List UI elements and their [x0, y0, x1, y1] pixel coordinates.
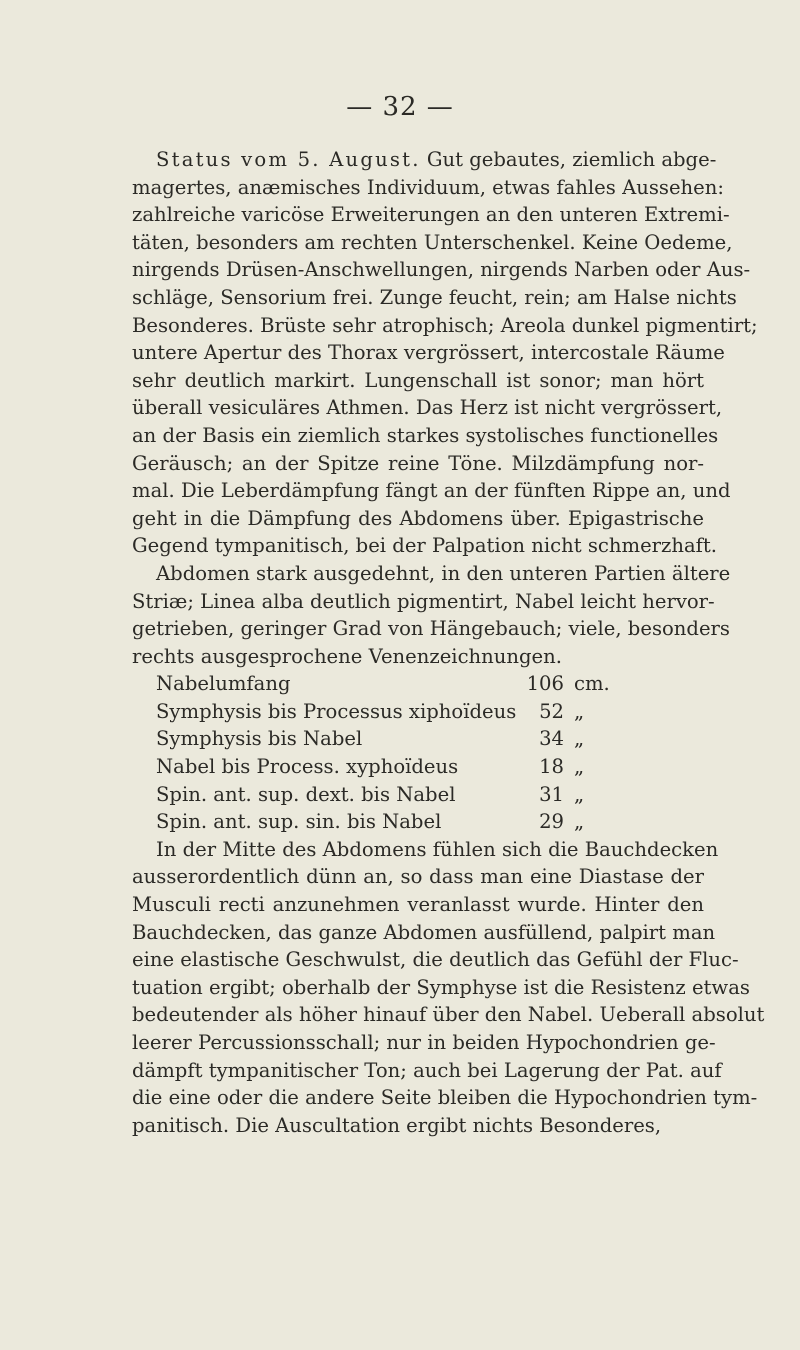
measurement-value: 29: [539, 810, 564, 834]
text-line: Striæ; Linea alba deutlich pigmentirt, Nabel leicht hervor-: [132, 589, 715, 613]
measurement-value: 31: [539, 782, 564, 806]
text-line: die eine oder die andere Seite bleiben die Hypochondrien tym-: [132, 1086, 758, 1110]
measurements-table: [132, 670, 704, 836]
body-text: [132, 146, 765, 1139]
measurement-row: [132, 698, 704, 726]
measurement-unit: „: [574, 699, 585, 723]
text-line: magertes, anæmisches Individuum, etwas fahles Aussehen:: [132, 175, 724, 199]
measurement-value: 34: [539, 727, 564, 751]
status-heading: Status vom 5. August.: [156, 148, 421, 171]
paragraph-first-line-rest: Gut gebautes, ziemlich abge-: [426, 148, 717, 171]
text-line: Gegend tympanitisch, bei der Palpation nicht schmerzhaft.: [132, 534, 718, 558]
measurement-row: [132, 781, 704, 809]
measurement-unit: „: [574, 782, 585, 806]
text-line: In der Mitte des Abdomens fühlen sich die Bauchdecken: [156, 837, 719, 861]
measurement-unit: „: [574, 810, 585, 834]
text-line: Geräusch; an der Spitze reine Töne. Milzdämpfung nor-: [132, 451, 704, 475]
text-line: geht in die Dämpfung des Abdomens über. Epigastrische: [132, 506, 704, 530]
text-line: überall vesiculäres Athmen. Das Herz ist nicht vergrössert,: [132, 396, 723, 420]
text-line: bedeutender als höher hinauf über den Nabel. Ueberall absolut: [132, 1003, 765, 1027]
text-line: eine elastische Geschwulst, die deutlich das Gefühl der Fluc-: [132, 948, 739, 972]
measurement-label: Nabel bis Process. xyphoïdeus: [156, 755, 459, 779]
measurement-row: [132, 725, 704, 753]
text-line: zahlreiche varicöse Erweiterungen an den unteren Extremi-: [132, 203, 730, 227]
text-line: sehr deutlich markirt. Lungenschall ist sonor; man hört: [132, 368, 704, 392]
text-line: Abdomen stark ausgedehnt, in den unteren Partien ältere: [156, 561, 731, 585]
text-line: untere Apertur des Thorax vergrössert, intercostale Räume: [132, 341, 725, 365]
text-line: Bauchdecken, das ganze Abdomen ausfüllend, palpirt man: [132, 920, 716, 944]
text-line: täten, besonders am rechten Unterschenkel. Keine Oedeme,: [132, 230, 733, 254]
measurement-label: Spin. ant. sup. sin. bis Nabel: [156, 810, 442, 834]
text-line: mal. Die Leberdämpfung fängt an der fünften Rippe an, und: [132, 479, 731, 503]
text-line: an der Basis ein ziemlich starkes systolisches functionelles: [132, 423, 719, 447]
measurement-unit: „: [574, 727, 585, 751]
paragraph-first-line: [132, 146, 717, 174]
text-line: rechts ausgesprochene Venenzeichnungen.: [132, 644, 562, 668]
measurement-label: Symphysis bis Nabel: [156, 727, 363, 751]
text-line: tuation ergibt; oberhalb der Symphyse ist die Resistenz etwas: [132, 975, 750, 999]
text-line: getrieben, geringer Grad von Hängebauch; viele, besonders: [132, 617, 730, 641]
measurement-row: [132, 753, 704, 781]
measurement-label: Symphysis bis Processus xiphoïdeus: [156, 699, 517, 723]
text-line: ausserordentlich dünn an, so dass man eine Diastase der: [132, 865, 704, 889]
text-line: panitisch. Die Auscultation ergibt nichts Besonderes,: [132, 1113, 662, 1137]
text-line: leerer Percussionsschall; nur in beiden Hypochondrien ge-: [132, 1031, 716, 1054]
text-line: nirgends Drüsen-Anschwellungen, nirgends Narben oder Aus-: [132, 258, 751, 282]
text-line: Musculi recti anzunehmen veranlasst wurde. Hinter den: [132, 893, 704, 917]
text-line: dämpft tympanitischer Ton; auch bei Lagerung der Pat. auf: [132, 1058, 722, 1082]
measurement-row: [132, 808, 704, 836]
measurement-label: Spin. ant. sup. dext. bis Nabel: [156, 782, 456, 806]
measurement-value: 18: [539, 755, 564, 779]
measurement-label: Nabelumfang: [156, 672, 291, 696]
page-number: — 32 —: [346, 92, 454, 122]
text-line: schläge, Sensorium frei. Zunge feucht, rein; am Halse nichts: [132, 285, 737, 309]
measurement-value: 52: [539, 699, 564, 723]
measurement-unit: „: [574, 755, 585, 779]
measurement-row: [132, 670, 704, 698]
measurement-value: 106: [526, 672, 564, 696]
measurement-unit: cm.: [574, 672, 610, 696]
text-line: Besonderes. Brüste sehr atrophisch; Areola dunkel pigmentirt;: [132, 313, 758, 337]
